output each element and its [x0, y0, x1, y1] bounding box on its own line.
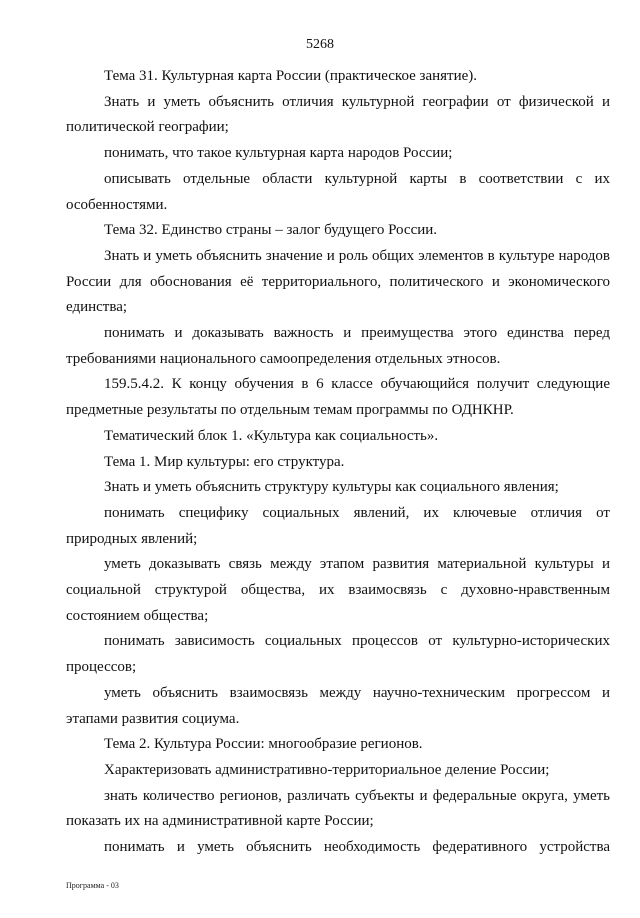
paragraph-material-culture: уметь доказывать связь между этапом развития материальной культуры и социальной структурой общества, их взаимосвязь с духовно-нравственным состоянием общества; [66, 556, 610, 624]
paragraph-administrative-division: Характеризовать административно-территориальное деление России; [104, 761, 550, 778]
paragraph-culture-structure: Знать и уметь объяснить структуру культуры как социального явления; [104, 479, 559, 496]
paragraph-social-phenomena: понимать специфику социальных явлений, их ключевые отличия от природных явлений; [66, 504, 610, 547]
paragraph-scientific-progress: уметь объяснить взаимосвязь между научно-техническим прогрессом и этапами развития социума. [66, 684, 610, 727]
paragraph-section-159-5-4-2: 159.5.4.2. К концу обучения в 6 классе обучающийся получит следующие предметные результаты по отдельным темам программы по ОДНКНР. [66, 376, 610, 419]
paragraph-unity-importance: понимать и доказывать важность и преимущества этого единства перед требованиями национального самоопределения отдельных этносов. [66, 325, 610, 367]
page-number: 5268 [306, 37, 334, 52]
paragraph-topic-31: Тема 31. Культурная карта России (практическое занятие). [104, 68, 478, 84]
paragraph-topic-1: Тема 1. Мир культуры: его структура. [104, 453, 345, 470]
paragraph-regions-count: знать количество регионов, различать субъекты и федеральные округа, уметь показать их на административной карте России; [66, 787, 610, 830]
footer-label: Программа - 03 [66, 881, 119, 890]
paragraph-common-elements: Знать и уметь объяснить значение и роль общих элементов в культуре народов России для обоснования её территориального, политического и экономического единства; [66, 247, 610, 316]
paragraph-thematic-block-1: Тематический блок 1. «Культура как социальность». [104, 427, 439, 444]
paragraph-social-processes: понимать зависимость социальных процессов от культурно-исторических процессов; [66, 633, 610, 676]
paragraph-cultural-map: понимать, что такое культурная карта народов России; [104, 145, 453, 162]
paragraph-topic-32: Тема 32. Единство страны – залог будущего России. [104, 222, 438, 239]
paragraph-cultural-geography: Знать и уметь объяснить отличия культурной географии от физической и политической географии; [66, 93, 610, 136]
paragraph-topic-2: Тема 2. Культура России: многообразие регионов. [104, 736, 423, 753]
document-body [66, 64, 610, 861]
paragraph-federal-structure: понимать и уметь объяснить необходимость федеративного устройства [104, 839, 610, 856]
paragraph-describe-regions: описывать отдельные области культурной карты в соответствии с их особенностями. [66, 170, 610, 213]
